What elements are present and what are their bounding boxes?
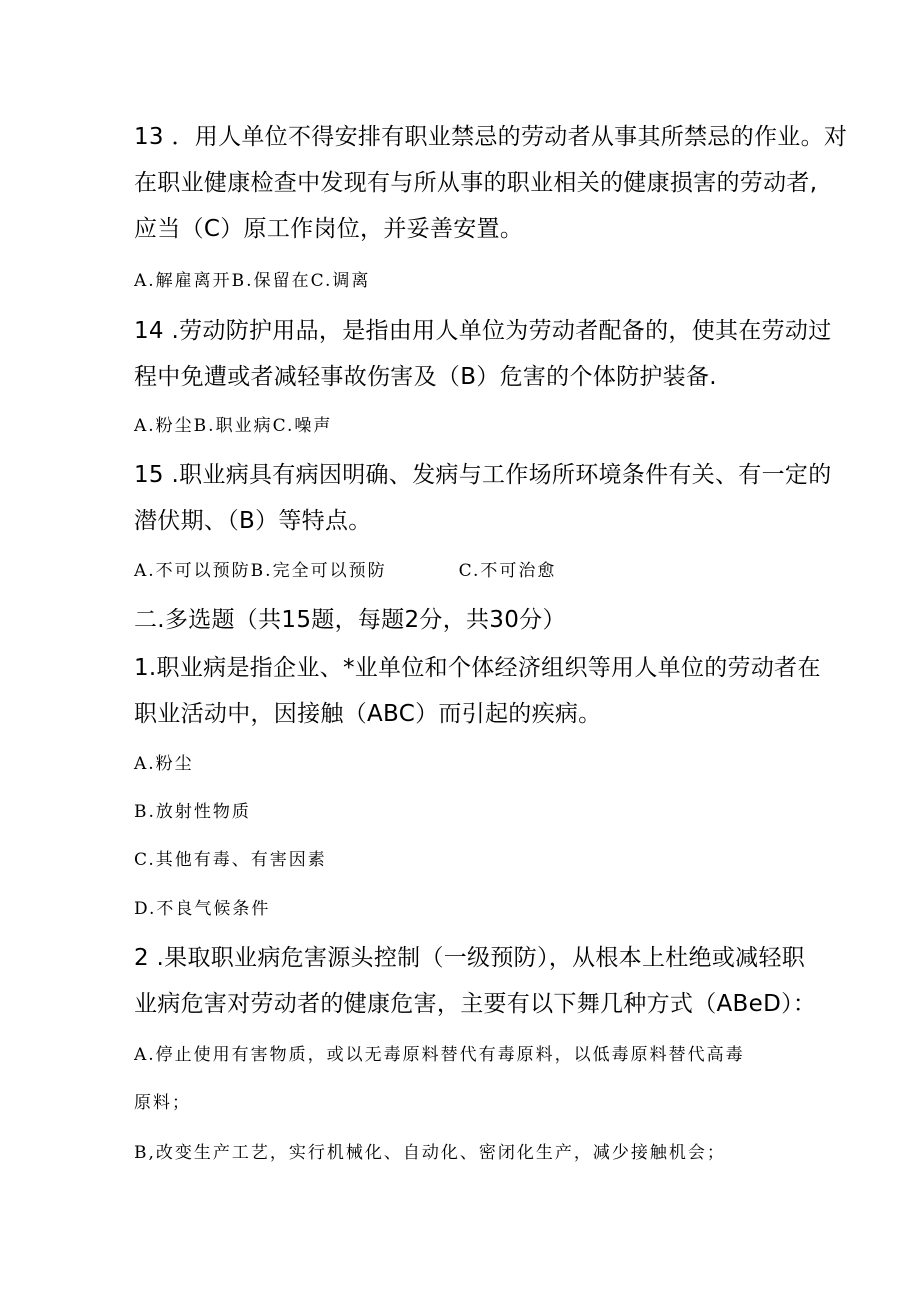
question-15-option-ab: A.不可以预防B.完全可以预防 <box>134 561 387 581</box>
multi-question-1-option-a: A.粉尘 <box>134 754 194 774</box>
question-13-line-1: 13 ．用人单位不得安排有职业禁忌的劳动者从事其所禁忌的作业。对 <box>134 124 848 150</box>
question-15 <box>134 452 832 544</box>
question-14 <box>134 308 832 400</box>
question-15-line-2: 潜伏期、（B）等特点。 <box>134 508 372 534</box>
question-13 <box>134 114 848 252</box>
multi-question-1-line-1: 1.职业病是指企业、*业单位和个体经济组织等用人单位的劳动者在 <box>134 655 821 681</box>
multi-question-1-option-c: C.其他有毒、有害因素 <box>134 850 327 870</box>
question-14-options: A.粉尘B.职业病C.噪声 <box>134 416 333 436</box>
question-13-line-3: 应当（C）原工作岗位，并妥善安置。 <box>134 216 524 242</box>
multi-question-1-option-b: B.放射性物质 <box>134 802 251 822</box>
multi-question-2-option-a-line-2: 原料； <box>134 1093 191 1113</box>
question-15-line-1: 15 .职业病具有病因明确、发病与工作场所环境条件有关、有一定的 <box>134 462 832 488</box>
multi-question-2-option-a <box>134 1043 745 1139</box>
multi-question-1-line-2: 职业活动中，因接触（ABC）而引起的疾病。 <box>134 701 602 727</box>
multi-question-1 <box>134 645 821 737</box>
question-13-line-2: 在职业健康检查中发现有与所从事的职业相关的健康损害的劳动者, <box>134 170 818 196</box>
multi-question-2 <box>134 935 817 1027</box>
question-15-option-c: C.不可治愈 <box>458 561 557 581</box>
multi-question-2-option-b: B,改变生产工艺，实行机械化、自动化、密闭化生产，减少接触机会； <box>134 1143 726 1163</box>
question-14-line-1: 14 .劳动防护用品，是指由用人单位为劳动者配备的，使其在劳动过 <box>134 318 832 344</box>
section-heading-multiple-choice <box>134 597 784 643</box>
multi-question-1-option-d: D.不良气候条件 <box>134 899 271 919</box>
multi-question-2-line-2: 业病危害对劳动者的健康危害，主要有以下舞几种方式（ABeD）： <box>134 991 817 1017</box>
question-14-line-2: 程中免遭或者减轻事故伤害及（B）危害的个体防护装备. <box>134 364 717 390</box>
multi-question-2-option-a-line-1: A.停止使用有害物质，或以无毒原料替代有毒原料，以低毒原料替代高毒 <box>134 1045 745 1065</box>
multi-question-2-line-1: 2 .果取职业病危害源头控制（一级预防），从根本上杜绝或减轻职 <box>134 945 806 971</box>
question-15-options <box>134 559 556 583</box>
question-13-options: A.解雇离开B.保留在C.调离 <box>134 271 371 291</box>
section-heading-text: 二.多选题（共15题，每题2分，共30分） <box>134 607 566 633</box>
